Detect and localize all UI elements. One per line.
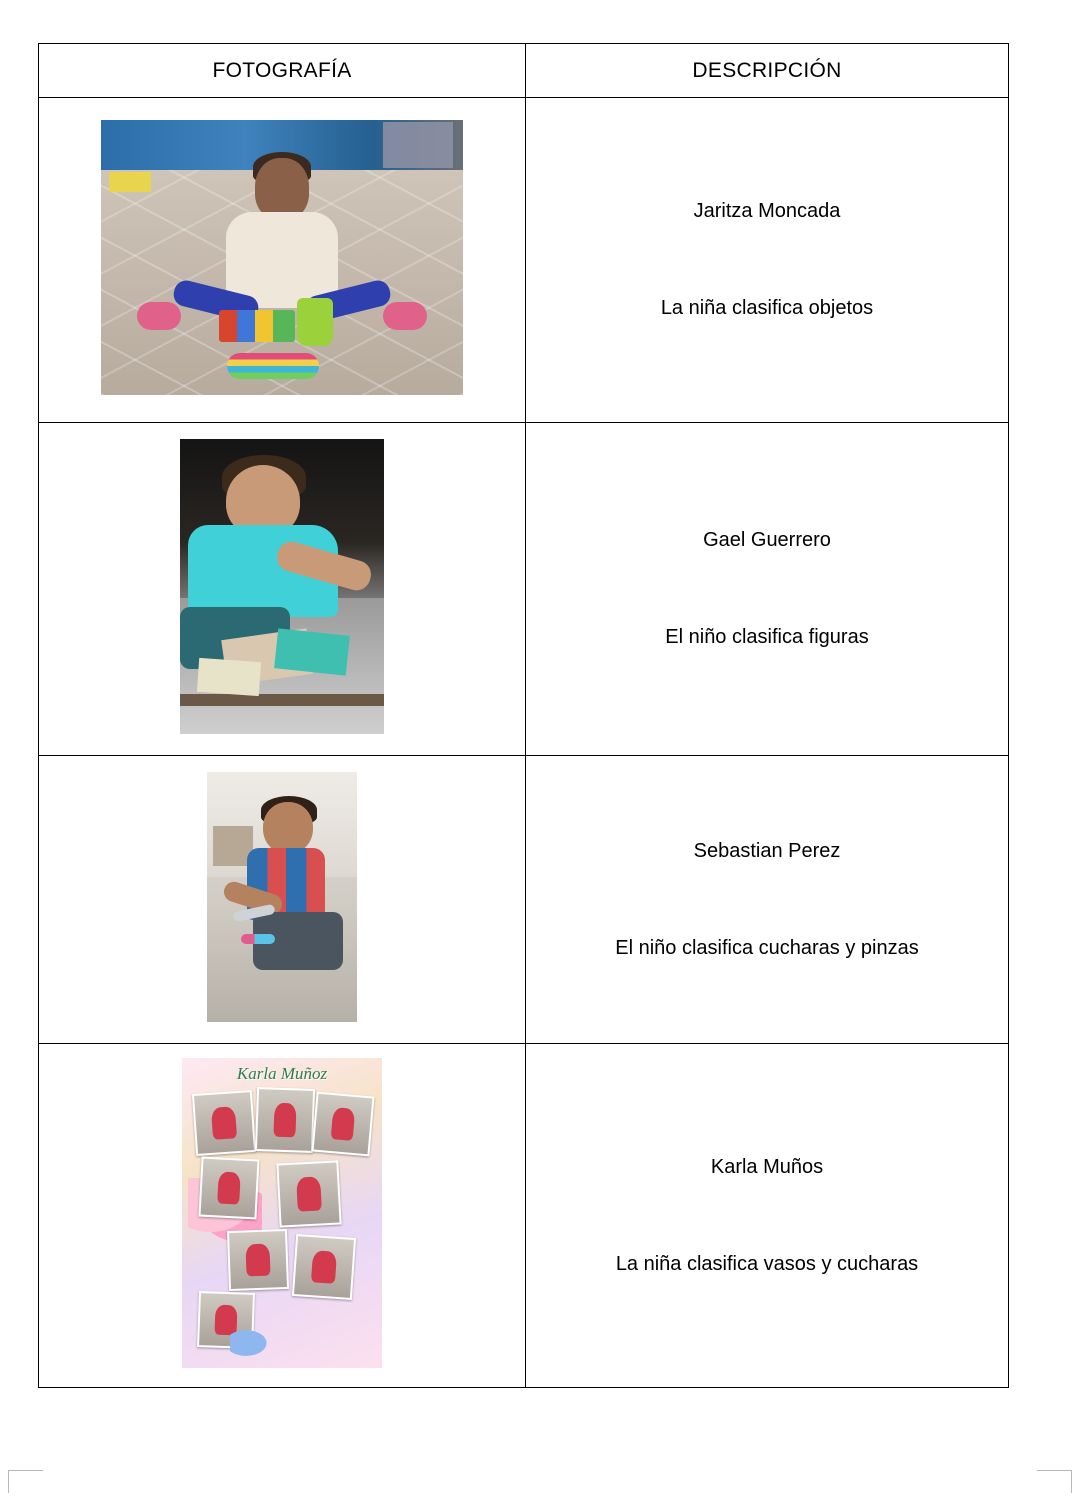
activity-description: La niña clasifica vasos y cucharas (615, 1252, 919, 1275)
collage-snapshot (292, 1234, 356, 1300)
table-header-row (39, 44, 1009, 98)
student-name: Gael Guerrero (703, 529, 831, 551)
table-edge (180, 694, 384, 706)
child-shoe-right (383, 302, 427, 330)
column-header-photo: FOTOGRAFÍA (39, 44, 526, 98)
collage-title: Karla Muñoz (236, 1064, 328, 1083)
description-cell (526, 423, 1009, 756)
green-cup (297, 298, 333, 346)
photo-cell (39, 423, 526, 756)
description-block (526, 1154, 1008, 1278)
child-head (263, 802, 313, 854)
photo-cell (39, 98, 526, 423)
page-corner-mark-left (8, 1470, 43, 1493)
collage-snapshot (311, 1092, 374, 1157)
page-corner-mark-right (1037, 1470, 1072, 1493)
description-cell (526, 98, 1009, 423)
student-name: Karla Muños (710, 1155, 824, 1178)
student-name: Sebastian Perez (693, 839, 841, 862)
collage-snapshot (227, 1229, 289, 1291)
colored-clips (241, 934, 275, 944)
girl-collage-photo (182, 1058, 382, 1368)
background-object (383, 122, 453, 168)
paper-shape-three (197, 658, 261, 696)
collage-snapshot (276, 1160, 341, 1227)
student-name: Jaritza Moncada (693, 200, 841, 222)
description-cell (526, 1044, 1009, 1388)
description-cell (526, 756, 1009, 1044)
description-block (526, 198, 1008, 322)
paper-shape-two (274, 628, 350, 675)
table-row (39, 423, 1009, 756)
child-shoe-left (137, 302, 181, 330)
description-block (526, 527, 1008, 651)
toy-blocks (219, 310, 295, 342)
table-row (39, 98, 1009, 423)
column-header-description: DESCRIPCIÓN (526, 44, 1009, 98)
table-row (39, 756, 1009, 1044)
butterfly-decoration-small (230, 1328, 270, 1358)
activity-description: El niño clasifica figuras (665, 626, 869, 648)
boy-sorting-spoons-and-clips-photo (207, 772, 357, 1022)
description-block (526, 838, 1008, 962)
collage-snapshot (198, 1157, 259, 1220)
collage-snapshot (192, 1090, 256, 1156)
boy-sorting-paper-shapes-photo (180, 439, 384, 734)
activity-description: El niño clasifica cucharas y pinzas (615, 936, 919, 959)
table-row (39, 1044, 1009, 1388)
photo-cell (39, 1044, 526, 1388)
photo-cell (39, 756, 526, 1044)
activity-description: La niña clasifica objetos (660, 297, 874, 319)
child-head (255, 158, 309, 220)
yellow-box (109, 172, 151, 192)
photo-description-table (38, 43, 1009, 1388)
collage-snapshot (255, 1087, 315, 1153)
rainbow-toy (227, 353, 319, 379)
child-sitting-floor-with-blocks-photo (101, 120, 463, 395)
